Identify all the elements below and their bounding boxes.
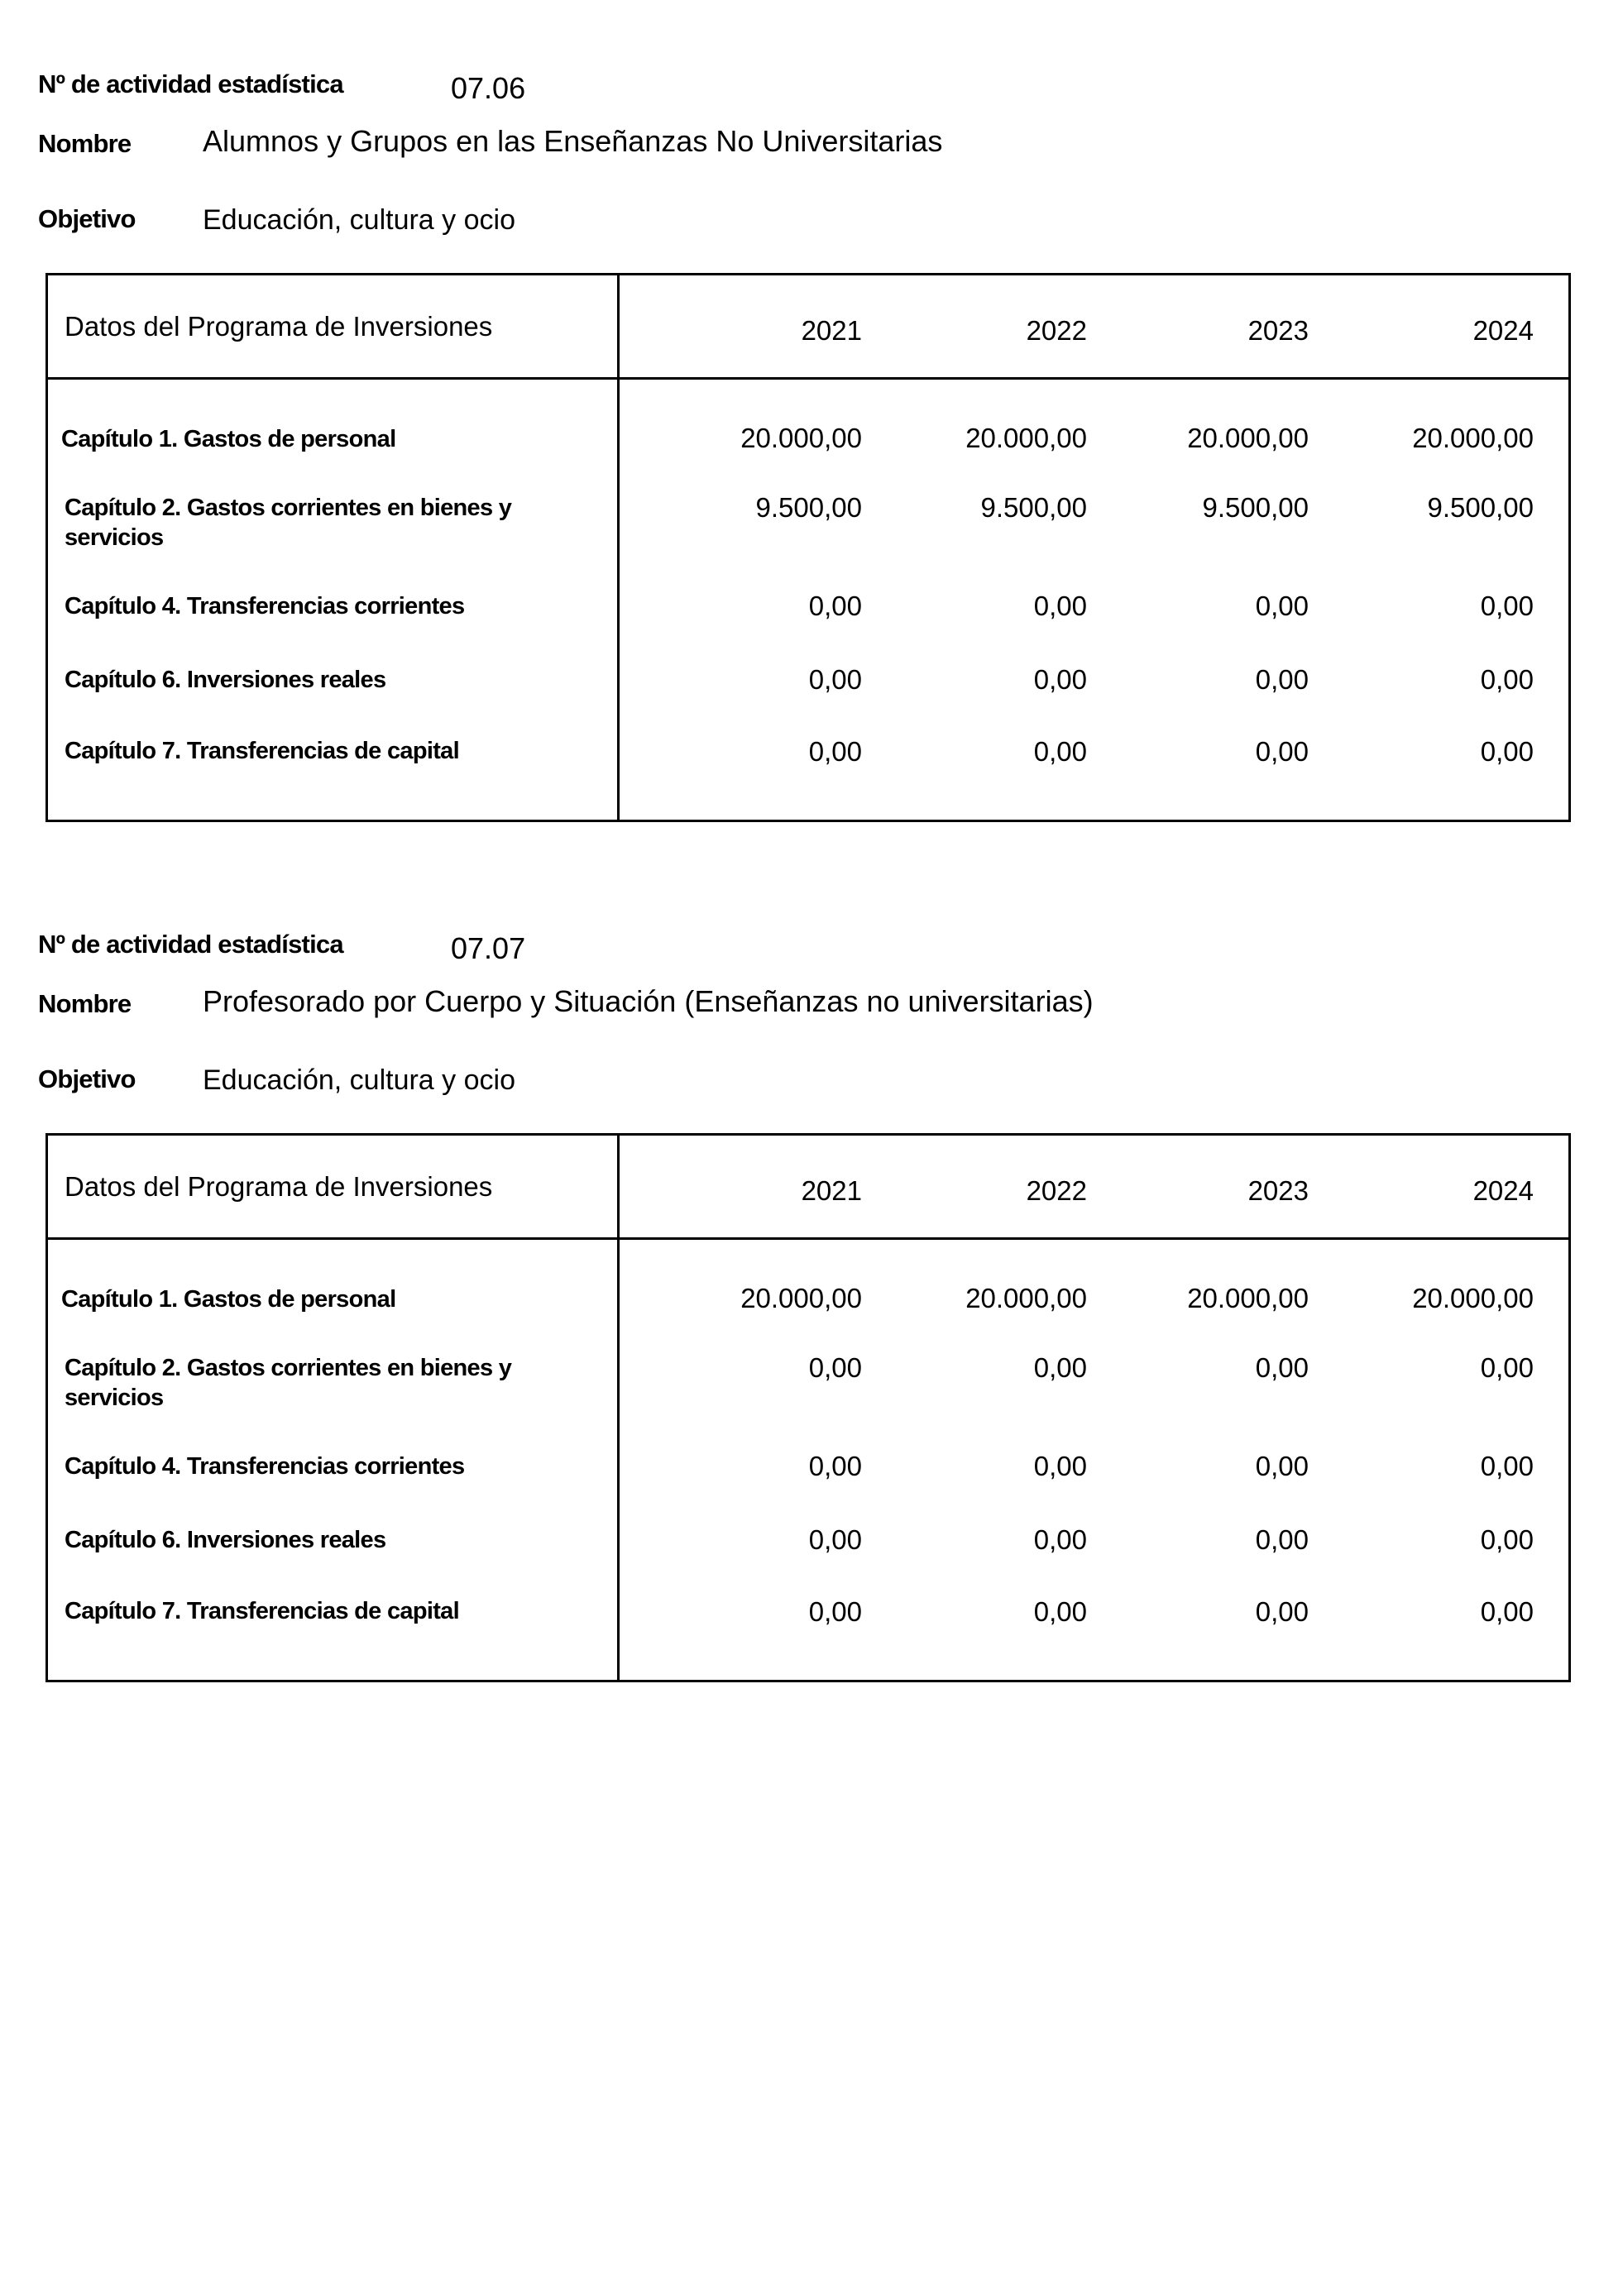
activity-name-value: Profesorado por Cuerpo y Situación (Enseñanzas no universitarias) bbox=[203, 984, 1094, 1018]
year-header: 2023 bbox=[1247, 1175, 1309, 1206]
table-divider bbox=[48, 377, 1568, 380]
table-cell: 0,00 bbox=[808, 736, 862, 767]
table-cell: 0,00 bbox=[1033, 591, 1087, 621]
activity-number-label: Nº de actividad estadística bbox=[38, 930, 343, 959]
table-cell: 20.000,00 bbox=[1187, 1283, 1309, 1313]
year-header: 2022 bbox=[1026, 1175, 1087, 1206]
table-cell: 20.000,00 bbox=[1412, 423, 1534, 453]
table-cell: 0,00 bbox=[1255, 1352, 1309, 1383]
table-cell: 0,00 bbox=[808, 1596, 862, 1627]
table-cell: 0,00 bbox=[1033, 1352, 1087, 1383]
objective-value: Educación, cultura y ocio bbox=[203, 1064, 515, 1096]
table-cell: 0,00 bbox=[1033, 736, 1087, 767]
name-label: Nombre bbox=[38, 989, 132, 1018]
chapter-label: Capítulo 2. Gastos corrientes en bienes y servicios bbox=[65, 495, 512, 551]
table-cell: 0,00 bbox=[808, 1451, 862, 1481]
table-cell: 9.500,00 bbox=[1427, 492, 1534, 523]
table-cell: 20.000,00 bbox=[965, 423, 1087, 453]
table-cell: 0,00 bbox=[1480, 591, 1534, 621]
table-cell: 0,00 bbox=[1255, 591, 1309, 621]
table-cell: 9.500,00 bbox=[980, 492, 1087, 523]
table-cell: 0,00 bbox=[1255, 1596, 1309, 1627]
table-cell: 0,00 bbox=[1033, 1596, 1087, 1627]
table-cell: 9.500,00 bbox=[1202, 492, 1309, 523]
activity-number-label: Nº de actividad estadística bbox=[38, 69, 343, 98]
table-cell: 20.000,00 bbox=[1187, 423, 1309, 453]
name-label: Nombre bbox=[38, 129, 132, 158]
table-cell: 20.000,00 bbox=[1412, 1283, 1534, 1313]
activity-name-value: Alumnos y Grupos en las Enseñanzas No Universitarias bbox=[203, 124, 943, 158]
table-cell: 0,00 bbox=[1480, 664, 1534, 695]
table-cell: 0,00 bbox=[1480, 736, 1534, 767]
year-header: 2021 bbox=[801, 1175, 862, 1206]
year-header: 2022 bbox=[1026, 315, 1087, 346]
table-cell: 0,00 bbox=[1255, 664, 1309, 695]
investment-table bbox=[45, 1133, 1571, 1682]
table-cell: 20.000,00 bbox=[740, 1283, 862, 1313]
chapter-label: Capítulo 6. Inversiones reales bbox=[65, 667, 386, 693]
table-cell: 0,00 bbox=[1480, 1596, 1534, 1627]
table-cell: 0,00 bbox=[1255, 736, 1309, 767]
chapter-label: Capítulo 1. Gastos de personal bbox=[61, 1286, 396, 1313]
table-header-label: Datos del Programa de Inversiones bbox=[65, 1171, 493, 1202]
chapter-label: Capítulo 6. Inversiones reales bbox=[65, 1527, 386, 1553]
table-header-label: Datos del Programa de Inversiones bbox=[65, 311, 493, 342]
table-cell: 0,00 bbox=[1033, 664, 1087, 695]
table-cell: 0,00 bbox=[1255, 1451, 1309, 1481]
objective-label: Objetivo bbox=[38, 1064, 136, 1093]
chapter-label: Capítulo 2. Gastos corrientes en bienes y servicios bbox=[65, 1355, 512, 1411]
table-cell: 0,00 bbox=[1033, 1451, 1087, 1481]
table-cell: 20.000,00 bbox=[740, 423, 862, 453]
investment-table bbox=[45, 273, 1571, 822]
table-divider bbox=[617, 1136, 620, 1680]
table-cell: 0,00 bbox=[1033, 1524, 1087, 1555]
table-cell: 0,00 bbox=[1480, 1352, 1534, 1383]
year-header: 2024 bbox=[1472, 315, 1534, 346]
chapter-label: Capítulo 7. Transferencias de capital bbox=[65, 738, 459, 764]
table-cell: 0,00 bbox=[1480, 1524, 1534, 1555]
activity-number-value: 07.06 bbox=[451, 71, 526, 105]
chapter-label: Capítulo 7. Transferencias de capital bbox=[65, 1598, 459, 1624]
table-cell: 0,00 bbox=[808, 664, 862, 695]
table-cell: 0,00 bbox=[1255, 1524, 1309, 1555]
chapter-label: Capítulo 4. Transferencias corrientes bbox=[65, 1453, 465, 1480]
chapter-label: Capítulo 1. Gastos de personal bbox=[61, 426, 396, 452]
table-cell: 20.000,00 bbox=[965, 1283, 1087, 1313]
table-cell: 0,00 bbox=[1480, 1451, 1534, 1481]
activity-number-value: 07.07 bbox=[451, 931, 526, 965]
table-cell: 0,00 bbox=[808, 1352, 862, 1383]
activity-section bbox=[0, 860, 1623, 1687]
table-cell: 9.500,00 bbox=[755, 492, 862, 523]
table-cell: 0,00 bbox=[808, 1524, 862, 1555]
year-header: 2023 bbox=[1247, 315, 1309, 346]
activity-section bbox=[0, 0, 1623, 827]
table-divider bbox=[48, 1237, 1568, 1240]
objective-value: Educación, cultura y ocio bbox=[203, 204, 515, 236]
year-header: 2021 bbox=[801, 315, 862, 346]
objective-label: Objetivo bbox=[38, 204, 136, 233]
table-divider bbox=[617, 275, 620, 820]
table-cell: 0,00 bbox=[808, 591, 862, 621]
year-header: 2024 bbox=[1472, 1175, 1534, 1206]
chapter-label: Capítulo 4. Transferencias corrientes bbox=[65, 593, 465, 619]
